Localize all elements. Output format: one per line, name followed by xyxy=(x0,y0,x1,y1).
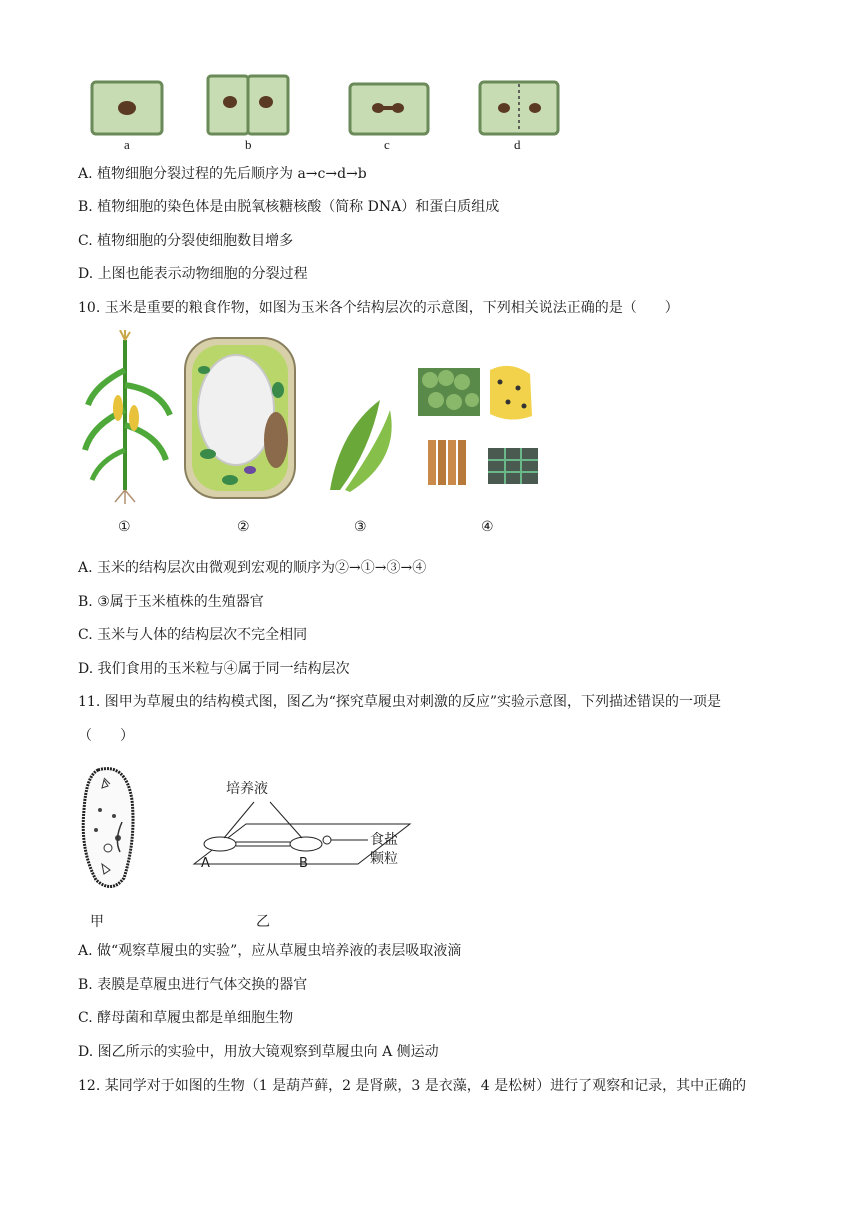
cell-division-svg xyxy=(80,70,560,155)
fig-label-a: a xyxy=(124,137,130,152)
label-yi: 乙 xyxy=(256,914,270,930)
leaf-illustration xyxy=(330,400,392,492)
cell-a xyxy=(92,82,162,134)
cell-c xyxy=(350,84,428,134)
q11-stem-line1: 11. 图甲为草履虫的结构模式图，图乙为“探究草履虫对刺激的反应”实验示意图，下列描述错误的一项是 xyxy=(78,694,722,710)
cell-d xyxy=(480,82,558,134)
q11-option-a: A. 做“观察草履虫的实验”，应从草履虫培养液的表层吸取液滴 xyxy=(78,943,462,959)
label-a: A xyxy=(201,856,210,871)
q12-stem: 12. 某同学对于如图的生物（1 是葫芦藓，2 是肾蕨，3 是衣藻，4 是松树）进行了观察和记录，其中正确的 xyxy=(78,1078,747,1094)
q11-option-b: B. 表膜是草履虫进行气体交换的器官 xyxy=(78,977,308,993)
q10-option-b: B. ③属于玉米植株的生殖器官 xyxy=(78,594,264,610)
q10-option-c: C. 玉米与人体的结构层次不完全相同 xyxy=(78,627,308,643)
fig-label-4: ④ xyxy=(481,519,494,535)
label-salt-line2: 颗粒 xyxy=(370,851,398,867)
tissue-illustrations xyxy=(418,366,538,485)
fig-label-b: b xyxy=(245,137,252,152)
q11-option-d: D. 图乙所示的实验中，用放大镜观察到草履虫向 A 侧运动 xyxy=(78,1044,439,1060)
cell-b xyxy=(208,76,288,134)
q9-option-d: D. 上图也能表示动物细胞的分裂过程 xyxy=(78,266,308,282)
label-b: B xyxy=(299,856,308,871)
q10-option-a: A. 玉米的结构层次由微观到宏观的顺序为②→①→③→④ xyxy=(78,560,427,576)
plant-cell-illustration xyxy=(185,338,295,498)
q11-option-c: C. 酵母菌和草履虫都是单细胞生物 xyxy=(78,1010,294,1026)
q11-stem-line2: （ ） xyxy=(78,728,134,744)
q9-option-c: C. 植物细胞的分裂使细胞数目增多 xyxy=(78,233,294,249)
fig-label-d: d xyxy=(514,137,521,152)
cell-division-figure xyxy=(80,70,560,155)
label-salt-line1: 食盐 xyxy=(370,832,398,848)
q9-option-b: B. 植物细胞的染色体是由脱氧核糖核酸（简称 DNA）和蛋白质组成 xyxy=(78,199,500,215)
fig-label-c: c xyxy=(384,137,390,152)
corn-levels-figure xyxy=(80,330,550,510)
fig-label-3: ③ xyxy=(354,519,367,535)
q9-option-a: A. 植物细胞分裂过程的先后顺序为 a→c→d→b xyxy=(78,166,367,182)
paramecium-illustration xyxy=(83,769,133,887)
q10-stem: 10. 玉米是重要的粮食作物，如图为玉米各个结构层次的示意图，下列相关说法正确的是（ ） xyxy=(78,300,679,316)
label-jia: 甲 xyxy=(90,914,104,930)
corn-plant-illustration xyxy=(85,330,170,504)
corn-levels-svg xyxy=(80,330,550,510)
fig-label-2: ② xyxy=(237,519,250,535)
q10-option-d: D. 我们食用的玉米粒与④属于同一结构层次 xyxy=(78,661,350,677)
fig-label-1: ① xyxy=(118,519,131,535)
label-culture-solution: 培养液 xyxy=(226,781,268,797)
